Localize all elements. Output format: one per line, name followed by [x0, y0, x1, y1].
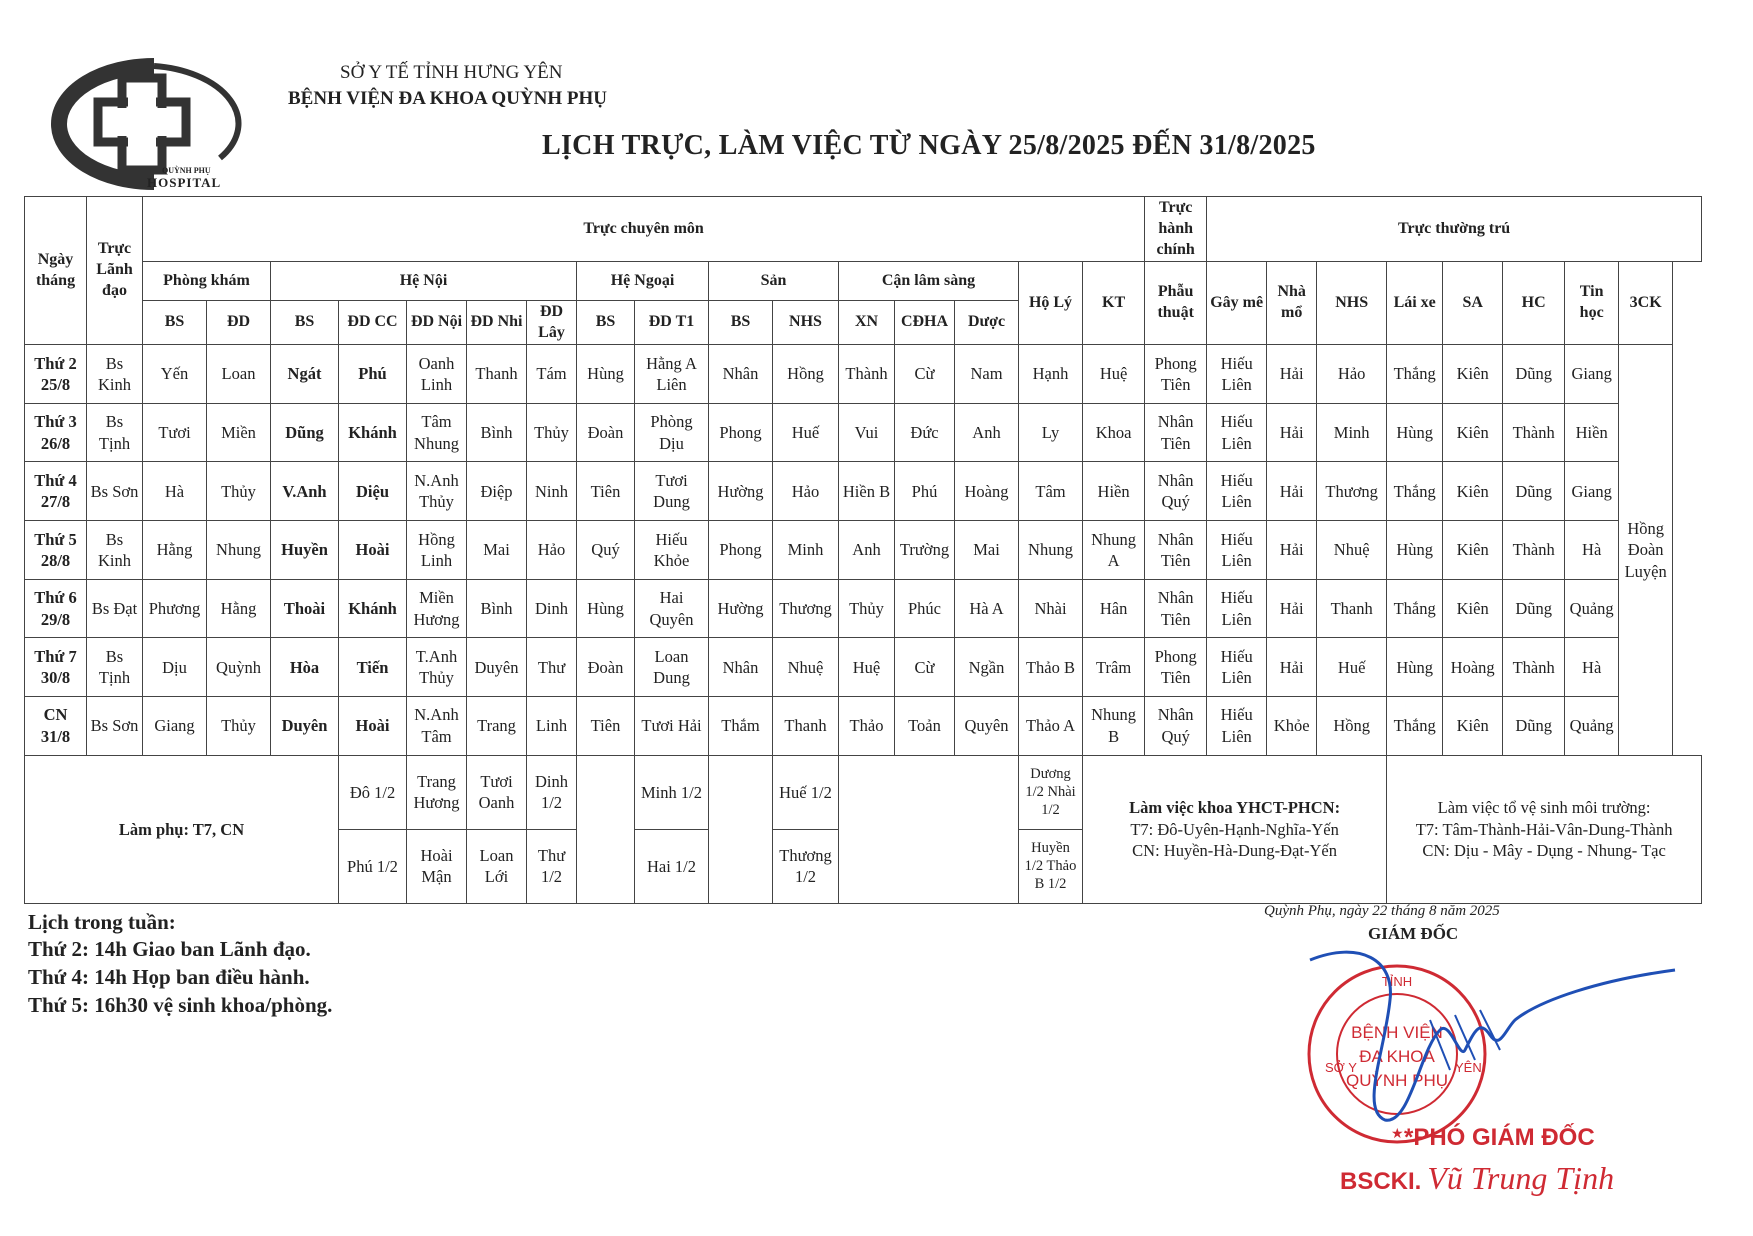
- header-he-ngoai: Hệ Ngoại: [577, 262, 709, 301]
- table-cell: Anh: [955, 403, 1019, 462]
- table-cell: Nhung A: [1083, 521, 1145, 580]
- header-lai-xe: Lái xe: [1387, 262, 1443, 345]
- row-day-label: CN: [43, 705, 68, 725]
- table-cell: Hồng: [1317, 697, 1387, 756]
- table-cell: Toản: [895, 697, 955, 756]
- table-cell: Hùng: [577, 345, 635, 404]
- table-cell: Dinh: [527, 579, 577, 638]
- department-name: SỞ Y TẾ TỈNH HƯNG YÊN: [340, 62, 563, 83]
- row-day-label: Thứ 2: [34, 353, 77, 373]
- sub-pk-dd: ĐD: [207, 301, 271, 345]
- header-sa: SA: [1443, 262, 1503, 345]
- logo-hospital-text: HOSPITAL: [147, 175, 222, 190]
- header-truc-hanh-chinh: Trực hành chính: [1145, 197, 1207, 262]
- signature-name-prefix: BSCKI.: [1340, 1168, 1422, 1195]
- sub-pk-bs: BS: [143, 301, 207, 345]
- table-cell: Tiến: [339, 638, 407, 697]
- table-cell: Thủy: [207, 697, 271, 756]
- table-cell: Cừ: [895, 345, 955, 404]
- ve-sinh-t7: T7: Tâm-Thành-Hải-Vân-Dung-Thành: [1415, 819, 1673, 839]
- row-leader: Bs Đạt: [87, 579, 143, 638]
- table-cell: Hiền: [1565, 403, 1619, 462]
- table-row: [25, 521, 1702, 580]
- row-day-label: Thứ 7: [34, 646, 77, 666]
- yhct-block: [1083, 755, 1387, 903]
- empty-cell: [577, 755, 635, 903]
- ve-sinh-cn: CN: Dịu - Mây - Dụng - Nhung- Tạc: [1422, 841, 1666, 861]
- table-cell: Dũng: [1503, 579, 1565, 638]
- table-cell: Nhân Tiên: [1145, 579, 1207, 638]
- table-cell: Linh: [527, 697, 577, 756]
- table-cell: Hải: [1267, 521, 1317, 580]
- row-date-label: 25/8: [40, 374, 71, 394]
- empty-cell: [839, 755, 1019, 903]
- table-cell: Đoàn: [577, 638, 635, 697]
- table-cell: Quỳnh: [207, 638, 271, 697]
- svg-text:ĐA KHOA: ĐA KHOA: [1359, 1047, 1435, 1066]
- table-cell: Hoàng: [955, 462, 1019, 521]
- table-row: [25, 638, 1702, 697]
- table-cell: Thủy: [207, 462, 271, 521]
- row-leader: Bs Kinh: [87, 345, 143, 404]
- row-date: [25, 579, 87, 638]
- table-cell: Tiên: [577, 697, 635, 756]
- table-cell: Trang: [467, 697, 527, 756]
- table-cell: Kiên: [1443, 403, 1503, 462]
- lam-phu-cell: Thương 1/2: [773, 829, 839, 903]
- table-cell: Duyên: [271, 697, 339, 756]
- table-cell: Hải: [1267, 462, 1317, 521]
- header-kt: KT: [1083, 262, 1145, 345]
- row-leader: Bs Sơn: [87, 462, 143, 521]
- table-cell: Nhài: [1019, 579, 1083, 638]
- sub-hn-ddcc: ĐD CC: [339, 301, 407, 345]
- table-cell: Hoài: [339, 521, 407, 580]
- table-cell: Thành: [1503, 521, 1565, 580]
- table-cell: Hằng A Liên: [635, 345, 709, 404]
- table-cell: Loan Dung: [635, 638, 709, 697]
- table-cell: Hiếu Khỏe: [635, 521, 709, 580]
- row-date-label: 29/8: [40, 609, 71, 629]
- table-cell: Hiếu Liên: [1207, 521, 1267, 580]
- table-cell: Nhuệ: [773, 638, 839, 697]
- row-date-label: 28/8: [40, 550, 71, 570]
- schedule-table: [24, 196, 1702, 904]
- table-cell: Ly: [1019, 403, 1083, 462]
- svg-text:BỆNH VIỆN: BỆNH VIỆN: [1351, 1023, 1443, 1042]
- row-leader: Bs Kinh: [87, 521, 143, 580]
- row-date: [25, 403, 87, 462]
- table-cell: Phú: [895, 462, 955, 521]
- sub-cls-xn: XN: [839, 301, 895, 345]
- table-cell: Phong: [709, 521, 773, 580]
- row-date: [25, 638, 87, 697]
- table-cell: Khánh: [339, 403, 407, 462]
- col-3ck-cell: Hồng Đoàn Luyện: [1619, 345, 1673, 756]
- table-cell: Kiên: [1443, 697, 1503, 756]
- row-date-label: 31/8: [40, 726, 71, 746]
- lam-phu-label: Làm phụ: T7, CN: [25, 755, 339, 903]
- table-cell: Thắng: [1387, 579, 1443, 638]
- table-cell: Miền Hương: [407, 579, 467, 638]
- table-cell: Tươi Dung: [635, 462, 709, 521]
- table-row: [25, 579, 1702, 638]
- svg-text:YÊN: YÊN: [1455, 1060, 1482, 1075]
- table-cell: Hà: [1565, 638, 1619, 697]
- table-cell: Mai: [955, 521, 1019, 580]
- table-cell: Hùng: [577, 579, 635, 638]
- sub-hn-ddlay: ĐD Lây: [527, 301, 577, 345]
- table-cell: Hồng: [773, 345, 839, 404]
- lam-phu-cell: Huế 1/2: [773, 755, 839, 829]
- lam-phu-cell: Dương 1/2 Nhài 1/2: [1019, 755, 1083, 829]
- table-cell: Thắng: [1387, 462, 1443, 521]
- lam-phu-cell: Hai 1/2: [635, 829, 709, 903]
- table-cell: Thắm: [709, 697, 773, 756]
- page-title: LỊCH TRỰC, LÀM VIỆC TỪ NGÀY 25/8/2025 ĐẾN 31/8/2025: [542, 130, 1316, 161]
- row-day-label: Thứ 5: [34, 529, 77, 549]
- table-cell: Dịu: [143, 638, 207, 697]
- table-cell: Hiền: [1083, 462, 1145, 521]
- sub-cls-cdha: CĐHA: [895, 301, 955, 345]
- header-can-lam-sang: Cận lâm sàng: [839, 262, 1019, 301]
- table-cell: Thành: [839, 345, 895, 404]
- table-cell: Dũng: [1503, 462, 1565, 521]
- table-cell: Phú: [339, 345, 407, 404]
- empty-cell: [709, 755, 773, 903]
- table-cell: Duyên: [467, 638, 527, 697]
- table-cell: Nhung: [1019, 521, 1083, 580]
- handwritten-signature: [1300, 940, 1680, 1140]
- table-cell: Tâm Nhung: [407, 403, 467, 462]
- table-cell: Đoàn: [577, 403, 635, 462]
- signature-title: GIÁM ĐỐC: [1368, 924, 1459, 943]
- table-cell: Ninh: [527, 462, 577, 521]
- row-day-label: Thứ 6: [34, 588, 77, 608]
- lam-phu-cell: Dinh 1/2: [527, 755, 577, 829]
- lam-phu-cell: Loan Lới: [467, 829, 527, 903]
- lam-phu-cell: Đô 1/2: [339, 755, 407, 829]
- table-cell: Điệp: [467, 462, 527, 521]
- table-cell: Mai: [467, 521, 527, 580]
- table-cell: Hòa: [271, 638, 339, 697]
- table-cell: Loan: [207, 345, 271, 404]
- table-cell: Thương: [773, 579, 839, 638]
- weekly-item: Thứ 2: 14h Giao ban Lãnh đạo.: [28, 937, 311, 961]
- row-day-label: Thứ 3: [34, 412, 77, 432]
- table-cell: Hải: [1267, 579, 1317, 638]
- row-leader: Bs Sơn: [87, 697, 143, 756]
- table-cell: Hải: [1267, 403, 1317, 462]
- table-cell: Thắng: [1387, 345, 1443, 404]
- row-day-label: Thứ 4: [34, 470, 77, 490]
- table-cell: Minh: [773, 521, 839, 580]
- table-cell: Phương: [143, 579, 207, 638]
- yhct-title: Làm việc khoa YHCT-PHCN:: [1129, 798, 1341, 818]
- table-cell: Vui: [839, 403, 895, 462]
- table-cell: Hải: [1267, 345, 1317, 404]
- hospital-logo: [50, 58, 260, 190]
- signature-name-text: Vũ Trung Tịnh: [1427, 1160, 1615, 1196]
- table-cell: N.Anh Thủy: [407, 462, 467, 521]
- header-he-noi: Hệ Nội: [271, 262, 577, 301]
- weekly-item: Thứ 5: 16h30 vệ sinh khoa/phòng.: [28, 993, 333, 1017]
- table-cell: Phúc: [895, 579, 955, 638]
- table-cell: Giang: [143, 697, 207, 756]
- table-cell: Dũng: [1503, 345, 1565, 404]
- yhct-t7: T7: Đô-Uyên-Hạnh-Nghĩa-Yến: [1130, 819, 1339, 839]
- table-cell: Hà: [1565, 521, 1619, 580]
- header-san: Sản: [709, 262, 839, 301]
- header-hc: HC: [1503, 262, 1565, 345]
- table-cell: Dũng: [271, 403, 339, 462]
- table-cell: Hùng: [1387, 403, 1443, 462]
- table-cell: Nhân: [709, 345, 773, 404]
- table-cell: Thành: [1503, 403, 1565, 462]
- table-cell: Thảo A: [1019, 697, 1083, 756]
- sub-san-nhs: NHS: [773, 301, 839, 345]
- table-cell: Tiên: [577, 462, 635, 521]
- table-cell: Diệu: [339, 462, 407, 521]
- table-cell: Hồng Linh: [407, 521, 467, 580]
- svg-text:TỈNH: TỈNH: [1381, 974, 1413, 989]
- header-truc-chuyen-mon: Trực chuyên môn: [143, 197, 1145, 262]
- table-cell: Nhân Quý: [1145, 697, 1207, 756]
- table-cell: Phong Tiên: [1145, 345, 1207, 404]
- table-cell: Thủy: [839, 579, 895, 638]
- table-cell: Tươi: [143, 403, 207, 462]
- table-cell: Quảng: [1565, 579, 1619, 638]
- table-cell: Hường: [709, 462, 773, 521]
- row-date: [25, 462, 87, 521]
- table-cell: Dũng: [1503, 697, 1565, 756]
- table-cell: Nam: [955, 345, 1019, 404]
- table-cell: Tâm: [1019, 462, 1083, 521]
- svg-text:QUỲNH PHỤ: QUỲNH PHỤ: [1345, 1071, 1449, 1090]
- table-cell: Hân: [1083, 579, 1145, 638]
- table-cell: Cừ: [895, 638, 955, 697]
- table-cell: N.Anh Tâm: [407, 697, 467, 756]
- lam-phu-cell: Phú 1/2: [339, 829, 407, 903]
- table-cell: Hiếu Liên: [1207, 345, 1267, 404]
- table-cell: Huyền: [271, 521, 339, 580]
- table-cell: Khoa: [1083, 403, 1145, 462]
- signature-deputy-title: *PHÓ GIÁM ĐỐC: [1404, 1124, 1595, 1151]
- table-cell: Huệ: [839, 638, 895, 697]
- table-cell: Quý: [577, 521, 635, 580]
- table-cell: Hiếu Liên: [1207, 462, 1267, 521]
- table-cell: Ngát: [271, 345, 339, 404]
- lam-phu-cell: Hoài Mận: [407, 829, 467, 903]
- table-row: [25, 462, 1702, 521]
- header-phong-kham: Phòng khám: [143, 262, 271, 301]
- table-cell: T.Anh Thủy: [407, 638, 467, 697]
- table-cell: Nhân Tiên: [1145, 521, 1207, 580]
- table-cell: Quảng: [1565, 697, 1619, 756]
- table-cell: Nhung B: [1083, 697, 1145, 756]
- header-phau-thuat: Phẫu thuật: [1145, 262, 1207, 345]
- table-cell: Kiên: [1443, 345, 1503, 404]
- table-cell: Thương: [1317, 462, 1387, 521]
- table-cell: Hà A: [955, 579, 1019, 638]
- table-cell: Hiếu Liên: [1207, 697, 1267, 756]
- table-cell: Trường: [895, 521, 955, 580]
- table-cell: Hảo: [527, 521, 577, 580]
- yhct-cn: CN: Huyền-Hà-Dung-Đạt-Yến: [1132, 841, 1337, 861]
- table-cell: Hạnh: [1019, 345, 1083, 404]
- table-cell: Giang: [1565, 345, 1619, 404]
- table-cell: Bình: [467, 403, 527, 462]
- table-cell: Hằng: [207, 579, 271, 638]
- table-cell: V.Anh: [271, 462, 339, 521]
- table-cell: Thắng: [1387, 697, 1443, 756]
- weekly-item: Thứ 4: 14h Họp ban điều hành.: [28, 965, 310, 989]
- lam-phu-cell: Trang Hương: [407, 755, 467, 829]
- table-cell: Ngần: [955, 638, 1019, 697]
- table-cell: Thảo B: [1019, 638, 1083, 697]
- header-nha-mo: Nhà mổ: [1267, 262, 1317, 345]
- header-ngay-thang: Ngày tháng: [25, 197, 87, 345]
- table-row: [25, 345, 1702, 404]
- table-cell: Trâm: [1083, 638, 1145, 697]
- table-cell: Nhung: [207, 521, 271, 580]
- row-date: [25, 345, 87, 404]
- sub-hng-ddt1: ĐD T1: [635, 301, 709, 345]
- table-cell: Hường: [709, 579, 773, 638]
- table-cell: Hiếu Liên: [1207, 638, 1267, 697]
- table-cell: Nhân Quý: [1145, 462, 1207, 521]
- table-cell: Hải: [1267, 638, 1317, 697]
- table-cell: Thành: [1503, 638, 1565, 697]
- hospital-name: BỆNH VIỆN ĐA KHOA QUỲNH PHỤ: [288, 88, 607, 109]
- table-cell: Nhân: [709, 638, 773, 697]
- lam-phu-cell: Tươi Oanh: [467, 755, 527, 829]
- table-cell: Tươi Hải: [635, 697, 709, 756]
- weekly-heading: Lịch trong tuần:: [28, 910, 176, 934]
- table-cell: Nhuệ: [1317, 521, 1387, 580]
- sub-cls-duoc: Dược: [955, 301, 1019, 345]
- table-cell: Đức: [895, 403, 955, 462]
- table-cell: Hùng: [1387, 521, 1443, 580]
- table-cell: Kiên: [1443, 579, 1503, 638]
- row-date-label: 26/8: [40, 433, 71, 453]
- table-cell: Thanh: [467, 345, 527, 404]
- table-cell: Tám: [527, 345, 577, 404]
- row-date: [25, 697, 87, 756]
- ve-sinh-title: Làm việc tổ vệ sinh môi trường:: [1437, 798, 1651, 818]
- table-cell: Khánh: [339, 579, 407, 638]
- lam-phu-row-t7: [25, 755, 1702, 829]
- table-cell: Thư: [527, 638, 577, 697]
- table-cell: Huệ: [1083, 345, 1145, 404]
- table-cell: Miền: [207, 403, 271, 462]
- svg-text:SỞ Y: SỞ Y: [1325, 1060, 1357, 1075]
- sub-hn-bs: BS: [271, 301, 339, 345]
- table-cell: Hùng: [1387, 638, 1443, 697]
- table-cell: Minh: [1317, 403, 1387, 462]
- lam-phu-cell: Minh 1/2: [635, 755, 709, 829]
- header-3ck: 3CK: [1619, 262, 1673, 345]
- sub-hn-ddnoi: ĐD Nội: [407, 301, 467, 345]
- table-cell: Kiên: [1443, 521, 1503, 580]
- lam-phu-cell: Huyền 1/2 Thảo B 1/2: [1019, 829, 1083, 903]
- table-cell: Thanh: [773, 697, 839, 756]
- table-cell: Hằng: [143, 521, 207, 580]
- table-cell: Nhân Tiên: [1145, 403, 1207, 462]
- table-cell: Bình: [467, 579, 527, 638]
- header-gay-me: Gây mê: [1207, 262, 1267, 345]
- ve-sinh-block: [1387, 755, 1702, 903]
- table-cell: Hà: [143, 462, 207, 521]
- sub-hng-bs: BS: [577, 301, 635, 345]
- table-cell: Hiếu Liên: [1207, 579, 1267, 638]
- table-cell: Phong Tiên: [1145, 638, 1207, 697]
- table-cell: Hiền B: [839, 462, 895, 521]
- table-row: [25, 697, 1702, 756]
- signature-name: [1340, 1160, 1614, 1197]
- row-date-label: 27/8: [40, 492, 71, 512]
- header-nhs: NHS: [1317, 262, 1387, 345]
- signature-date: Quỳnh Phụ, ngày 22 tháng 8 năm 2025: [1264, 903, 1500, 919]
- sub-san-bs: BS: [709, 301, 773, 345]
- row-date-label: 30/8: [40, 668, 71, 688]
- table-cell: Thoài: [271, 579, 339, 638]
- table-cell: Hoài: [339, 697, 407, 756]
- table-cell: Oanh Linh: [407, 345, 467, 404]
- header-truc-thuong-tru: Trực thường trú: [1207, 197, 1702, 262]
- header-ho-ly: Hộ Lý: [1019, 262, 1083, 345]
- table-cell: Thanh: [1317, 579, 1387, 638]
- header-truc-lanh-dao: Trực Lãnh đạo: [87, 197, 143, 345]
- table-cell: Hiếu Liên: [1207, 403, 1267, 462]
- table-cell: Giang: [1565, 462, 1619, 521]
- table-cell: Huế: [1317, 638, 1387, 697]
- lam-phu-cell: Thư 1/2: [527, 829, 577, 903]
- svg-text:★: ★: [1391, 1127, 1404, 1142]
- table-cell: Quyên: [955, 697, 1019, 756]
- table-cell: Hảo: [773, 462, 839, 521]
- table-cell: Khỏe: [1267, 697, 1317, 756]
- header-tin-hoc: Tin học: [1565, 262, 1619, 345]
- table-cell: Hai Quyên: [635, 579, 709, 638]
- table-cell: Thủy: [527, 403, 577, 462]
- row-leader: Bs Tịnh: [87, 403, 143, 462]
- logo-subtext: QUỲNH PHỤ: [162, 166, 211, 175]
- table-row: [25, 403, 1702, 462]
- table-cell: Thảo: [839, 697, 895, 756]
- table-cell: Hảo: [1317, 345, 1387, 404]
- sub-hn-ddnhi: ĐD Nhi: [467, 301, 527, 345]
- table-cell: Hoàng: [1443, 638, 1503, 697]
- row-leader: Bs Tịnh: [87, 638, 143, 697]
- row-date: [25, 521, 87, 580]
- table-cell: Phòng Dịu: [635, 403, 709, 462]
- table-cell: Huế: [773, 403, 839, 462]
- table-cell: Kiên: [1443, 462, 1503, 521]
- table-cell: Anh: [839, 521, 895, 580]
- table-cell: Phong: [709, 403, 773, 462]
- table-cell: Yến: [143, 345, 207, 404]
